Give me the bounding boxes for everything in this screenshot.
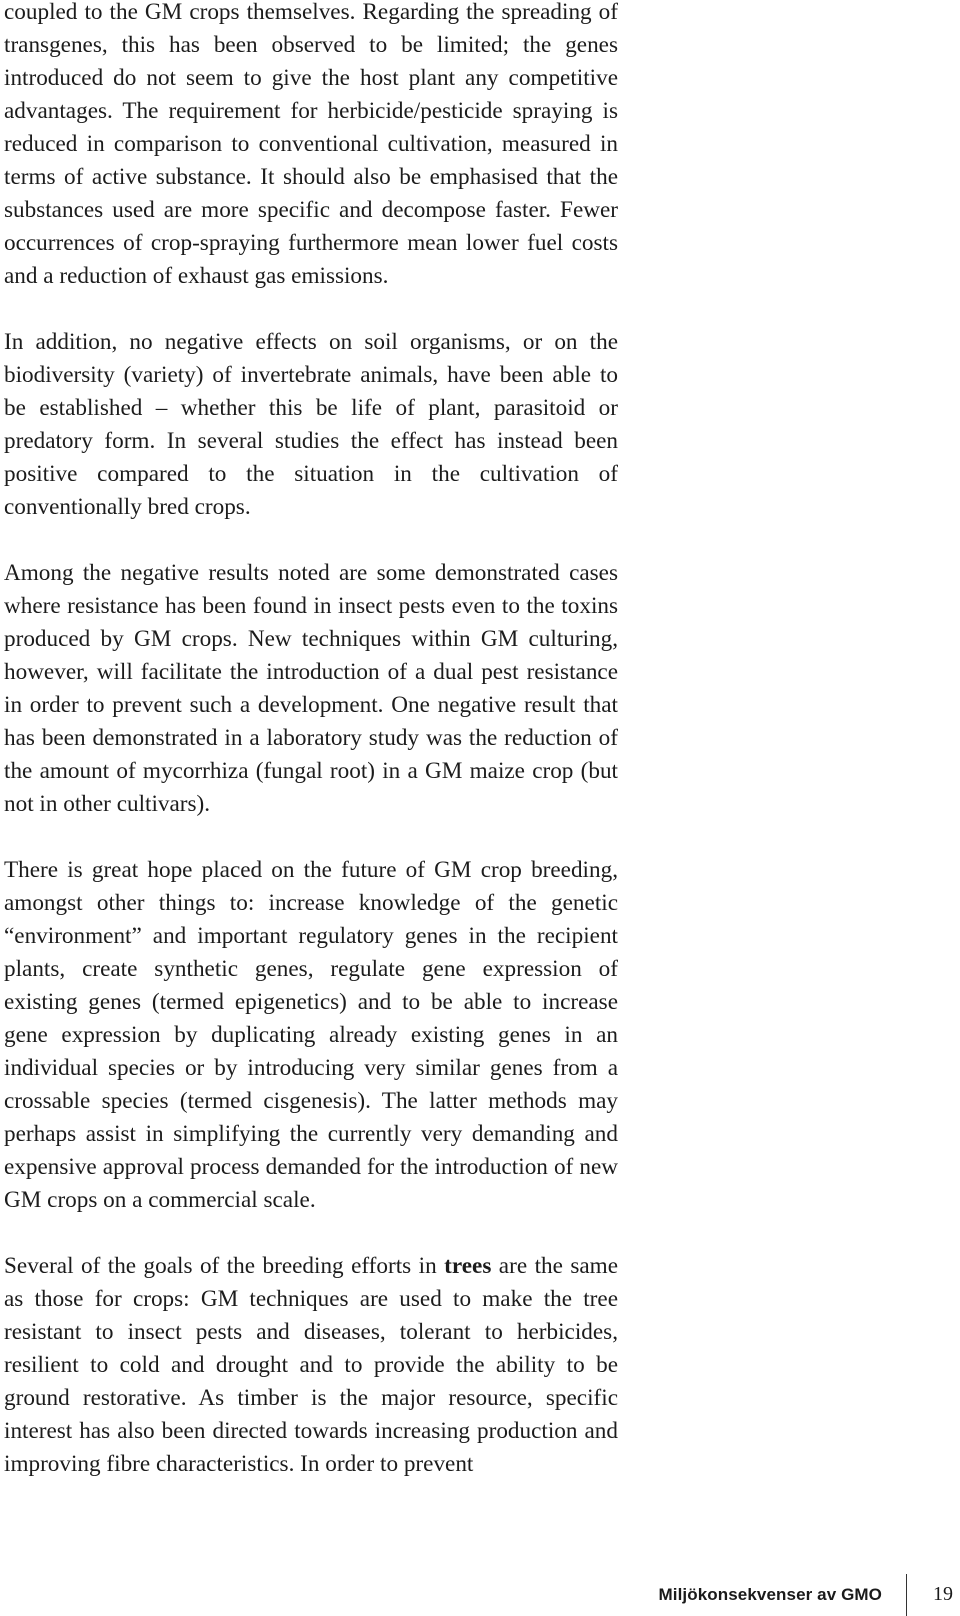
paragraph-spreading-of-transgenes: coupled to the GM crops themselves. Regarding the spreading of transgenes, this has been observed to be limited; the genes introduced do not seem to give the host plant any competitive advantages. The requirement for herbicide/pesticide spraying is reduced in comparison to conventional cultivation, measured in terms of active substance. It should also be emphasised that the substances used are more specific and decompose faster. Fewer occurrences of crop-spraying furthermore mean lower fuel costs and a reduction of exhaust gas emissions. — [4, 0, 618, 289]
paragraph-trees-breeding — [4, 1250, 618, 1481]
bold-term-trees: trees — [444, 1253, 492, 1279]
page-body-text — [4, 0, 618, 1514]
footer-document-title: Miljökonsekvenser av GMO — [658, 1585, 882, 1604]
page-number: 19 — [933, 1583, 953, 1605]
page-footer — [600, 1574, 960, 1616]
paragraph-soil-organisms: In addition, no negative effects on soil organisms, or on the biodiversity (variety) of invertebrate animals, have been able to be established – whether this be life of plant, parasitoid or predatory form. In several studies the effect has instead been positive compared to the situation in the cultivation of conventionally bred crops. — [4, 329, 618, 520]
footer-divider — [906, 1574, 907, 1616]
paragraph-trees-text-after: are the same as those for crops: GM techniques are used to make the tree resistant to insect pests and diseases, tolerant to herbicides, resilient to cold and drought and to provide the ability to be ground restorative. As timber is the major resource, specific interest has also been directed towards increasing production and improving fibre characteristics. In order to prevent — [4, 1253, 618, 1477]
paragraph-negative-results: Among the negative results noted are some demonstrated cases where resistance has been found in insect pests even to the toxins produced by GM crops. New techniques within GM culturing, however, will facilitate the introduction of a dual pest resistance in order to prevent such a development. One negative result that has been demonstrated in a laboratory study was the reduction of the amount of mycorrhiza (fungal root) in a GM maize crop (but not in other cultivars). — [4, 560, 618, 817]
paragraph-trees-text-before: Several of the goals of the breeding efforts in — [4, 1253, 445, 1279]
paragraph-future-of-gm-breeding: There is great hope placed on the future of GM crop breeding, amongst other things to: increase knowledge of the genetic “environment” and important regulatory genes in the recipient plants, create synthetic genes, regulate gene expression of existing genes (termed epigenetics) and to be able to increase gene expression by duplicating already existing genes in an individual species or by introducing very similar genes from a crossable species (termed cisgenesis). The latter methods may perhaps assist in simplifying the currently very demanding and expensive approval process demanded for the introduction of new GM crops on a commercial scale. — [4, 857, 618, 1213]
